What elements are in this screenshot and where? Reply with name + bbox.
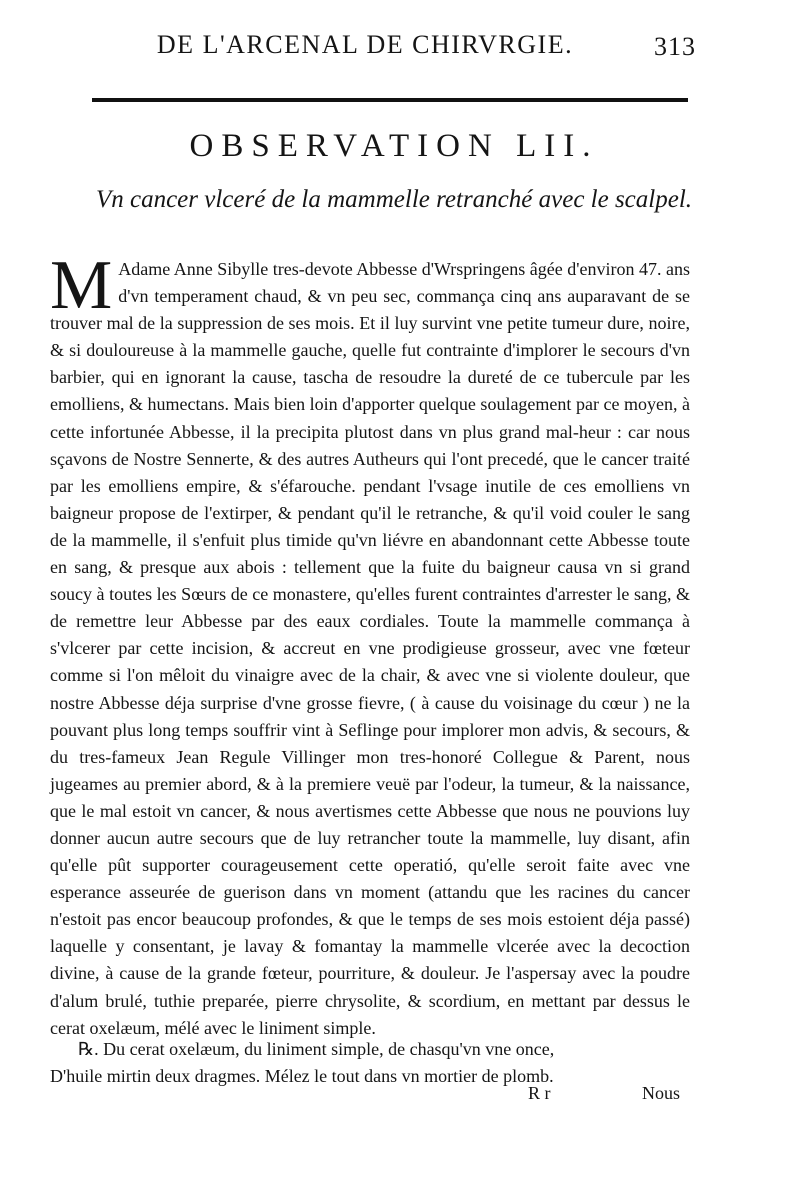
drop-cap: M <box>50 247 113 324</box>
recipe <box>50 1036 690 1090</box>
observation-body <box>50 247 690 1042</box>
recipe-line-1: ℞. Du cerat oxelæum, du liniment simple, de chasqu'vn vne once, <box>78 1039 555 1059</box>
observation-subtitle: Vn cancer vlceré de la mammelle retranché avec le scalpel. <box>95 186 693 213</box>
body-paragraph: Adame Anne Sibylle tres-devote Abbesse d'Wrspringens âgée d'environ 47. ans d'vn temperament chaud, & vn peu sec, commança cinq ans auparavant de se trouver mal de la suppression de ses mois. Et il luy survint vne petite tumeur dure, noire, & si douloureuse à la mammelle gauche, quelle fut contrainte d'implorer le secours d'vn barbier, qui en ignorant la cause, tascha de resoudre la dureté de ce tubercule par les emolliens, & humectans. Mais bien loin d'apporter quelque soulagement par ce moyen, à cette infortunée Abbesse, il la precipita plutost dans vn plus grand mal-heur : car nous sçavons de Nostre Sennerte, & des autres Autheurs qui l'ont precedé, que le cancer traité par les emolliens empire, & s'éfarouche. pendant l'vsage inutile de ces emolliens vn baigneur propose de l'extirper, & pendant qu'il le retranche, & qu'il void couler le sang de la mammelle, il s'enfuit plus timide qu'vn liévre en abandonnant cette Abbesse toute en sang, & presque aux abois : tellement que la fuite du baigneur causa vn si grand soucy à toutes les Sœurs de ce monastere, qu'elles furent contraintes d'arrester le sang, & de remettre leur Abbesse par des eaux cordiales. Toute la mammelle commança à s'vlcerer par cette incision, & accreut en vne prodigieuse grosseur, avec vne fœteur comme si l'on mêloit du vinaigre avec de la chair, & avec vne si violente douleur, que nostre Abbesse déja surprise d'vne grosse fievre, ( à cause du voisinage du cœur ) ne la pouvant plus long temps souffrir vint à Seflinge pour implorer mon advis, & secours, & du tres-fameux Jean Regule Villinger mon tres-honoré Collegue & Parent, nous jugeames au premier abord, & à la premiere veuë par l'odeur, la tumeur, & la naissance, que le mal estoit vn cancer, & nous avertismes cette Abbesse que nous ne pouvions luy donner aucun autre secours que de luy retrancher toute la mammelle, luy disant, afin qu'elle pût supporter courageusement cette operatió, qu'elle seroit faite avec vne esperance asseurée de guerison dans vn moment (attandu que les racines du cancer n'estoit pas encor beaucoup profondes, & que le temps de ses mois estoient déja passé) laquelle y consentant, je lavay & fomantay la mammelle vlcerée avec la decoction divine, à cause de la grande fœteur, pourriture, & douleur. Je l'aspersay avec la poudre d'alum brulé, tuthie preparée, pierre chrysolite, & scordium, en mettant par dessus le cerat oxelæum, mélé avec le liniment simple. <box>50 259 690 1038</box>
page-number: 313 <box>654 32 696 61</box>
catchword: Nous <box>642 1083 681 1103</box>
observation-heading: OBSERVATION LII. <box>189 128 599 164</box>
signature-mark: R r <box>528 1083 551 1103</box>
recipe-line-2: D'huile mirtin deux dragmes. Mélez le tout dans vn mortier de plomb. <box>50 1066 554 1086</box>
running-title: DE L'ARCENAL DE CHIRVRGIE. <box>156 30 574 59</box>
header-rule <box>92 98 688 102</box>
